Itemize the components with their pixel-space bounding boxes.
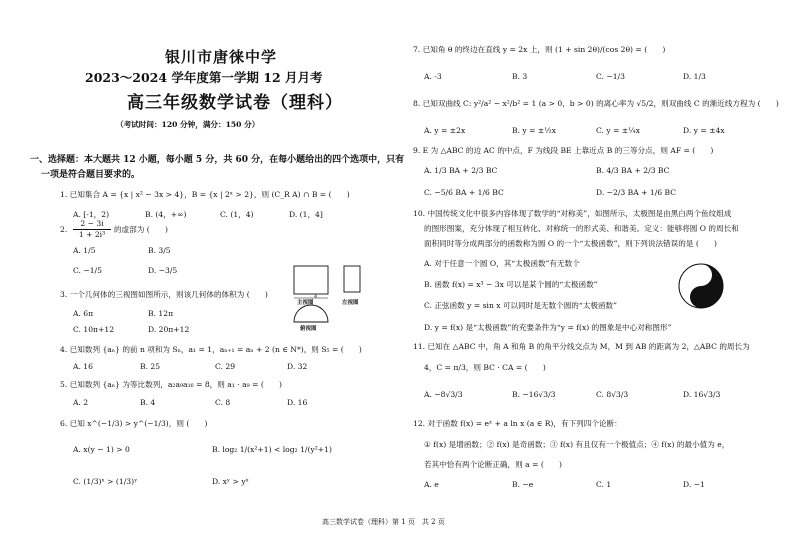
q8-stem: 8. 已知双曲线 C: y²/a² − x²/b² = 1 (a > 0，b > 0) 的离心率为 √5/2，则双曲线 C 的渐近线方程为 ( ) xyxy=(413,99,779,108)
q2-option-b: B. 3/5 xyxy=(148,246,171,255)
front-view-label: 主视图 xyxy=(297,300,314,306)
side-view-rect xyxy=(344,266,360,292)
q1-option-c: C. (1，4) xyxy=(220,210,254,219)
q2-frac-den: 1 + 2i³ xyxy=(78,230,106,239)
front-view-rect xyxy=(294,266,328,294)
q5-stem: 5. 已知数列 {aₙ} 为等比数列，a₂a₉a₁₆ = 8，则 a₁ · a₉ = ( ) xyxy=(60,380,282,389)
q1-option-b: B. (4，+∞) xyxy=(145,210,187,219)
q7-option-c: C. −1/3 xyxy=(596,72,625,81)
taiji-figure xyxy=(678,263,724,309)
page-footer: 高三数学试卷（理科）第 1 页 共 2 页 xyxy=(322,518,445,526)
q10-stem-line-3: 面积同时等分成两部分的函数称为圆 O 的一个“太极函数”，则下列说法错误的是 ( ) xyxy=(424,239,717,248)
top-view-semicircle xyxy=(294,305,328,322)
q10-option-d: D. y = f(x) 是“太极函数”的充要条件为“y = f(x) 的图象是中心对称图形” xyxy=(424,323,672,332)
q9-option-a: A. 1/3 BA + 2/3 BC xyxy=(424,166,498,175)
q5-option-b: B. 4 xyxy=(140,398,156,407)
q3-option-a: A. 6π xyxy=(73,309,94,318)
q6-stem: 6. 已知 x^(−1/3) > y^(−1/3)，则 ( ) xyxy=(60,419,208,428)
q1-stem: 1. 已知集合 A = {x | x² − 3x > 4}，B = {x | 2ˣ > 2}，则 (C_R A) ∩ B = ( ) xyxy=(60,190,350,199)
q1-option-a: A. [-1，2) xyxy=(73,210,110,219)
q11-option-a: A. −8√3/3 xyxy=(424,390,463,399)
q8-option-c: C. y = ±¼x xyxy=(596,126,640,135)
q4-option-a: A. 16 xyxy=(73,362,93,371)
q2-number: 2. xyxy=(60,225,68,234)
top-view-label: 俯视图 xyxy=(300,326,317,332)
q7-stem: 7. 已知角 θ 的终边在直线 y = 2x 上，则 (1 + sin 2θ)/(cos 2θ) = ( ) xyxy=(413,45,666,54)
q2-option-a: A. 1/5 xyxy=(73,246,96,255)
q12-stem: 12. 对于函数 f(x) = eˣ + a ln x (a ∈ R)，有下列四个论断： xyxy=(413,419,622,428)
page-title: 高三年级数学试卷（理科） xyxy=(127,93,343,113)
q2-stem: 的虚部为 ( ) xyxy=(114,225,168,234)
q3-stem: 3. 一个几何体的三视图如图所示，则该几何体的体积为 ( ) xyxy=(60,290,268,299)
q2-frac-num: 2 − 3i xyxy=(73,220,111,230)
q6-option-d: D. xʸ > yˣ xyxy=(212,477,249,486)
section-heading: 一、选择题：本大题共 12 小题，每小题 5 分，共 60 分，在每小题给出的四个选项中，只有 xyxy=(30,155,405,165)
q10-stem-line-2: 的图形图案，充分体现了相互转化、对称统一的形式美、和谐美。定义：能够将圆 O 的周长和 xyxy=(424,224,739,233)
q7-option-b: B. 3 xyxy=(512,72,528,81)
q7-option-d: D. 1/3 xyxy=(683,72,706,81)
q12-option-a: A. e xyxy=(424,480,439,489)
q4-option-c: C. 29 xyxy=(215,362,236,371)
q2-option-c: C. −1/5 xyxy=(73,266,102,275)
q3-option-b: B. 12π xyxy=(148,309,174,318)
side-view-label: 左视图 xyxy=(342,300,359,306)
q8-option-d: D. y = ±4x xyxy=(683,126,725,135)
q11-option-d: D. 16√3/3 xyxy=(683,390,721,399)
q10-stem-line-1: 10. 中国传统文化中很多内容体现了数学的“对称美”，如图所示，太极图是由黑白两个鱼纹组成 xyxy=(413,209,732,218)
q10-option-c: C. 正弦函数 y = sin x 可以同时是无数个圆的“太极函数” xyxy=(424,301,618,310)
section-heading-cont: 一项是符合题目要求的。 xyxy=(41,170,141,180)
dim-label-4: 4 xyxy=(314,294,318,300)
q6-option-b: B. log₂ 1/(x²+1) < log₂ 1/(y²+1) xyxy=(212,445,332,454)
q5-option-a: A. 2 xyxy=(73,398,89,407)
q5-option-c: C. 8 xyxy=(215,398,231,407)
q11-option-b: B. −16√3/3 xyxy=(512,390,556,399)
q3-option-d: D. 20π+12 xyxy=(148,325,190,334)
q12-option-d: D. −1 xyxy=(683,480,705,489)
q5-option-d: D. 16 xyxy=(287,398,308,407)
q3-option-c: C. 10π+12 xyxy=(73,325,115,334)
q11-stem-line-2: 4，C = π/3，则 BC · CA = ( ) xyxy=(424,363,546,372)
school-name: 银川市唐徕中学 xyxy=(165,48,278,66)
q11-option-c: C. 8√3/3 xyxy=(596,390,629,399)
q4-option-b: B. 25 xyxy=(140,362,161,371)
exam-meta: （考试时间：120 分钟，满分：150 分） xyxy=(116,120,260,129)
q1-option-d: D. (1，4] xyxy=(289,210,323,219)
q9-option-c: C. −5/6 BA + 1/6 BC xyxy=(424,188,504,197)
q4-option-d: D. 32 xyxy=(287,362,308,371)
q4-stem: 4. 已知数列 {aₙ} 的前 n 项和为 Sₙ，a₁ = 1，aₙ₊₁ = aₙ + 2 (n ∈ N*)，则 S₅ = ( ) xyxy=(60,345,362,354)
q9-option-b: B. 4/3 BA + 2/3 BC xyxy=(596,166,670,175)
q10-option-b: B. 函数 f(x) = x³ − 3x 可以是某个圆的“太极函数” xyxy=(424,280,598,289)
q12-option-c: C. 1 xyxy=(596,480,612,489)
q9-stem: 9. E 为 △ABC 的边 AC 的中点，F 为线段 BE 上靠近点 B 的三等分点，则 AF = ( ) xyxy=(413,146,714,155)
q7-option-a: A. -3 xyxy=(424,72,442,81)
term-line: 2023～2024 学年度第一学期 12 月月考 xyxy=(85,70,323,85)
q8-option-b: B. y = ±½x xyxy=(512,126,556,135)
q8-option-a: A. y = ±2x xyxy=(424,126,466,135)
q6-option-c: C. (1/3)ˣ > (1/3)ʸ xyxy=(73,477,138,486)
q2-option-d: D. −3/5 xyxy=(148,266,178,275)
q12-option-b: B. −e xyxy=(512,480,534,489)
q11-stem-line-1: 11. 已知在 △ABC 中，角 A 和角 B 的角平分线交点为 M，M 到 AB 的距离为 2，△ABC 的周长为 xyxy=(413,342,750,351)
q6-option-a: A. x(y − 1) > 0 xyxy=(73,445,130,454)
q12-condition: 若其中恰有两个论断正确，则 a = ( ) xyxy=(424,460,562,469)
q12-statements: ① f(x) 是增函数；② f(x) 是奇函数；③ f(x) 有且仅有一个极值点；④ f(x) 的最小值为 e， xyxy=(424,440,730,449)
q9-option-d: D. −2/3 BA + 1/6 BC xyxy=(596,188,677,197)
q10-option-a: A. 对于任意一个圆 O，其“太极函数”有无数个 xyxy=(424,259,580,268)
